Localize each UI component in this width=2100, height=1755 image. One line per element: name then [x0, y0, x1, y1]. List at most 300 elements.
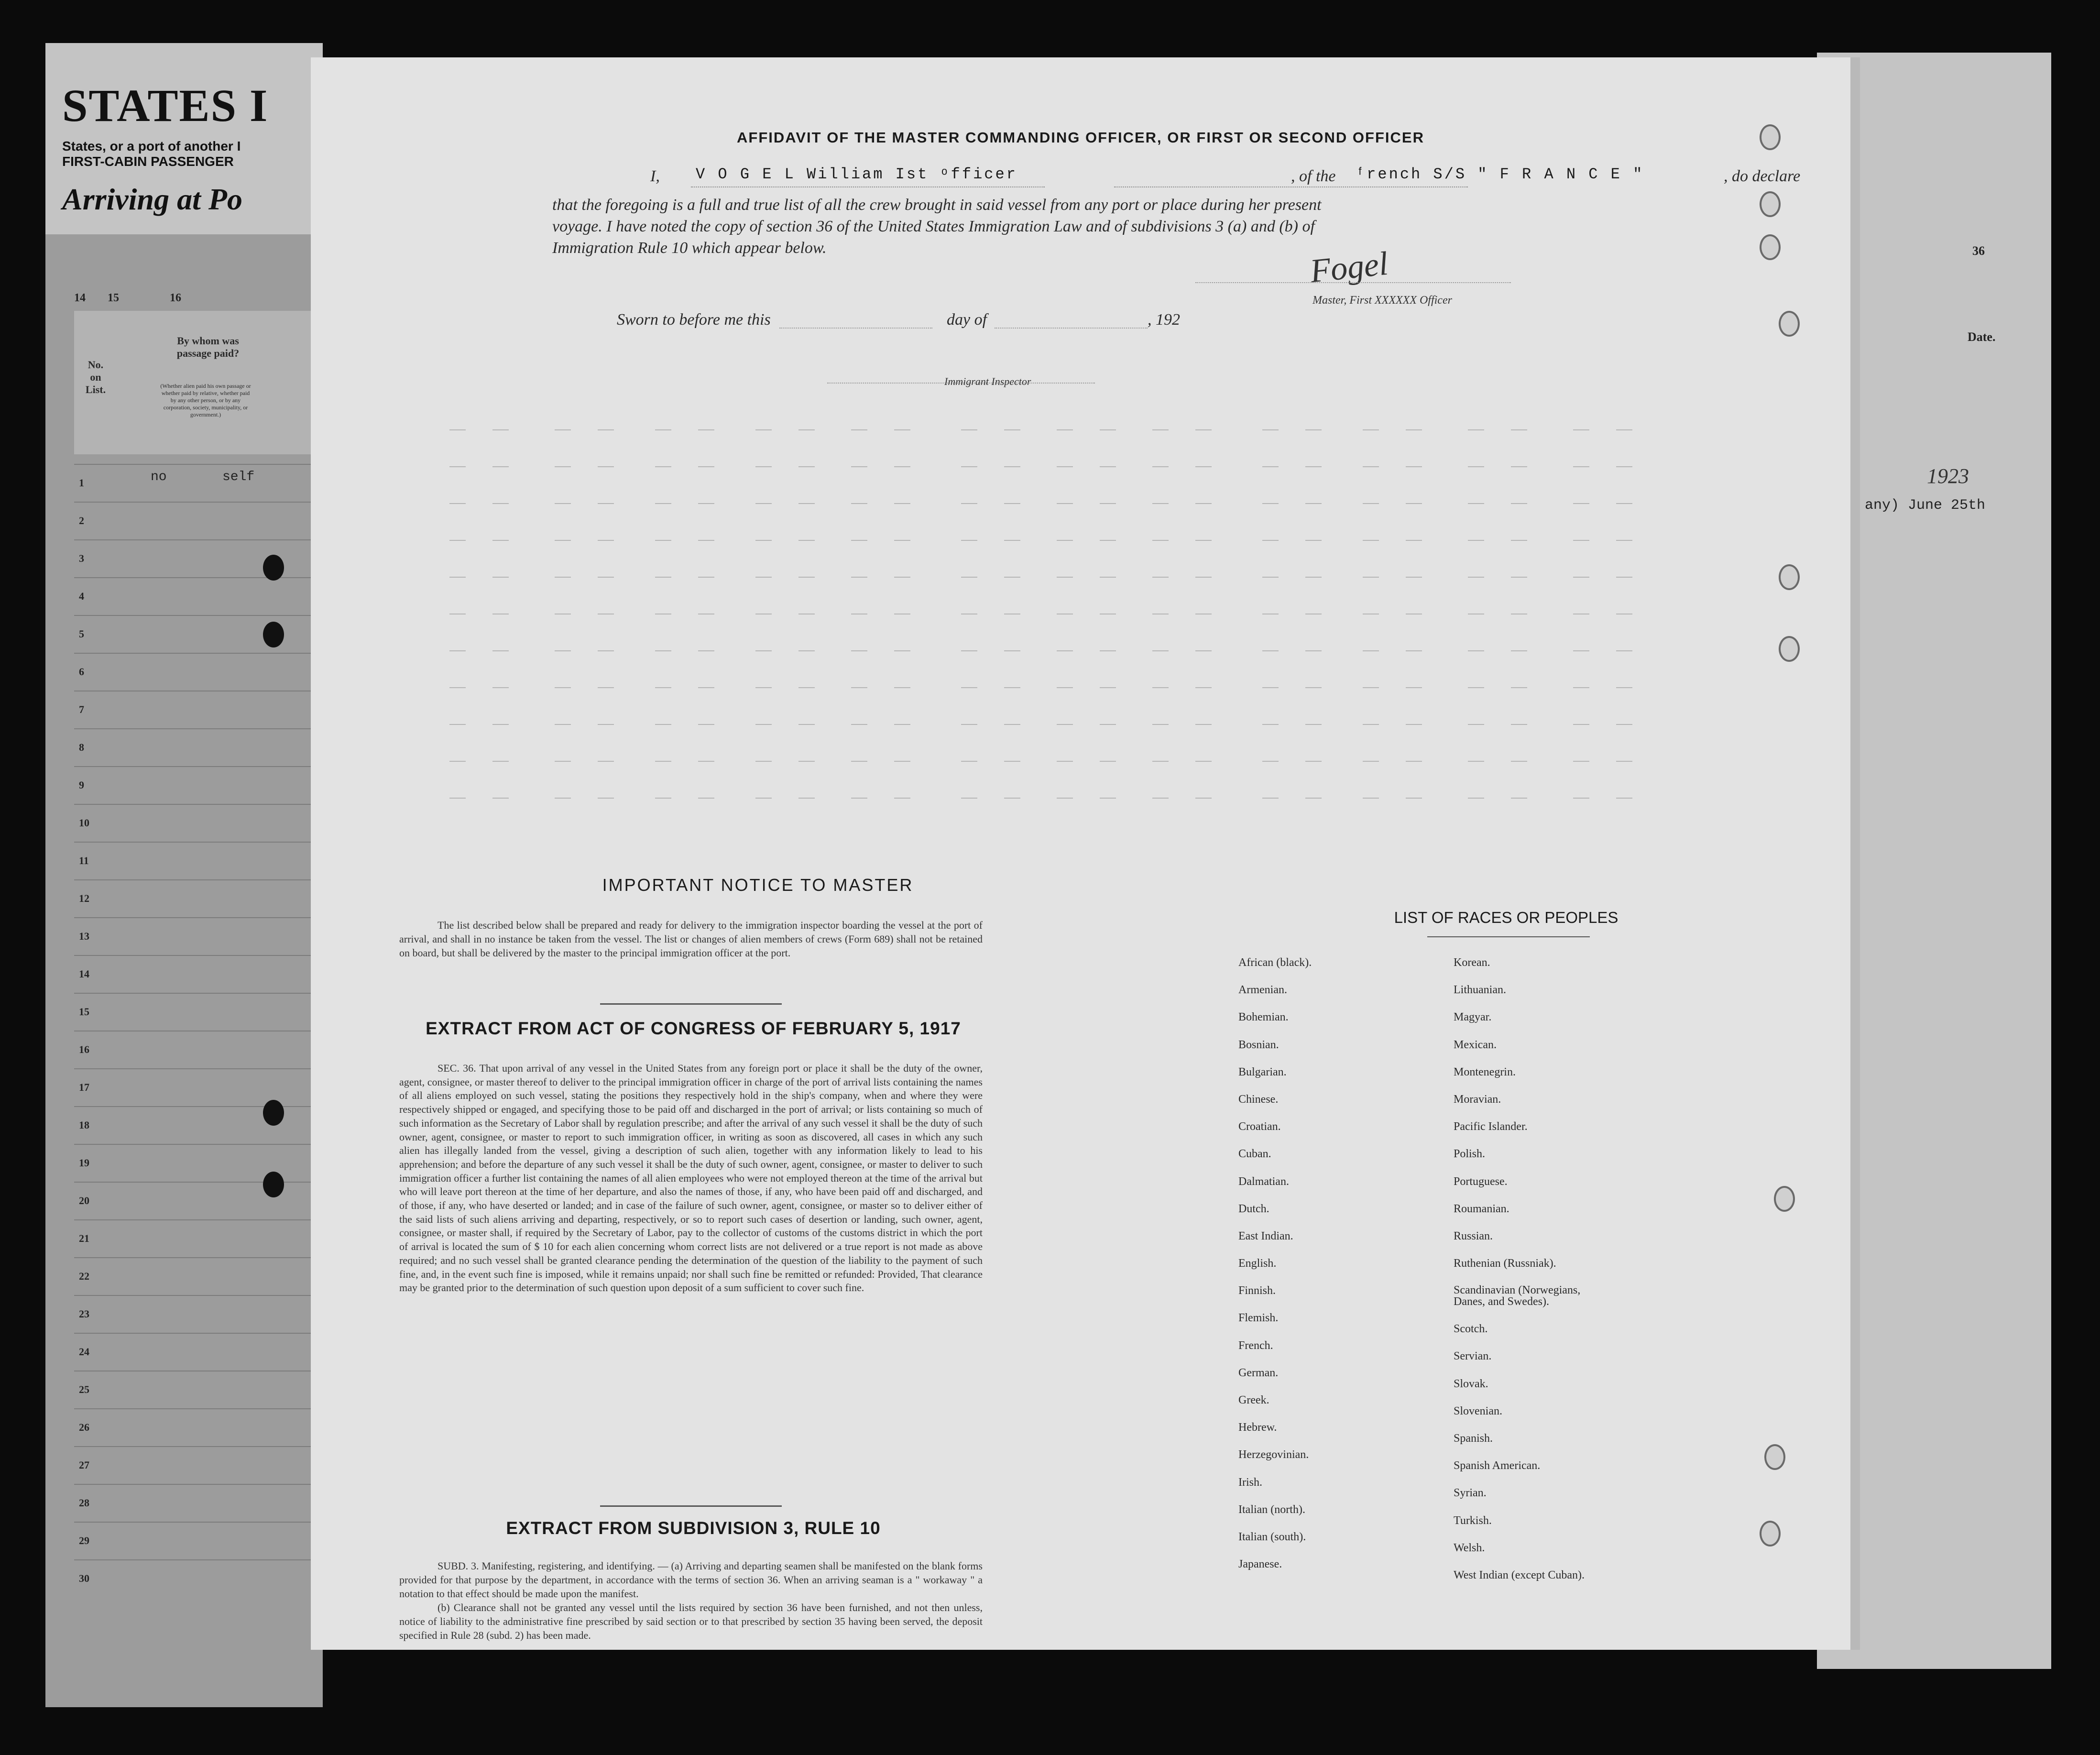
dash-mark — [1363, 503, 1379, 504]
dash-mark — [755, 724, 772, 725]
dash-mark — [1057, 650, 1073, 651]
dash-mark — [655, 650, 671, 651]
dash-mark — [1511, 466, 1527, 467]
affidavit-line-3: voyage. I have noted the copy of section 36 of the United States Immigration Law and of subdivisions 3 (a) and (b) of — [552, 218, 1315, 235]
dash-mark — [1195, 724, 1212, 725]
dash-mark — [1573, 761, 1589, 762]
header-by-whom-note: (Whether alien paid his own passage or whether paid by relative, whether paid by any other person, or by any corporation, society, municipality, or government.) — [160, 383, 251, 418]
dash-mark — [698, 687, 714, 688]
dash-mark — [449, 466, 466, 467]
dash-mark — [798, 429, 815, 430]
dash-mark — [1616, 577, 1632, 578]
race-item: Syrian. — [1454, 1487, 1487, 1500]
left-sheet-header — [45, 43, 323, 234]
dash-mark — [1100, 577, 1116, 578]
dash-mark — [698, 540, 714, 541]
dash-mark — [1511, 687, 1527, 688]
dash-mark — [1100, 503, 1116, 504]
row-number: 2 — [79, 515, 84, 526]
race-item: Finnish. — [1238, 1284, 1276, 1297]
dash-mark — [598, 577, 614, 578]
row-number: 15 — [79, 1006, 89, 1018]
dash-mark — [755, 503, 772, 504]
crew-manifest-page — [311, 57, 1850, 1650]
dash-mark — [655, 687, 671, 688]
punch-hole — [1760, 234, 1781, 260]
dash-mark — [1406, 503, 1422, 504]
table-row — [74, 1522, 323, 1559]
dash-mark — [1004, 429, 1020, 430]
race-item: Portuguese. — [1454, 1175, 1508, 1188]
dash-mark — [755, 540, 772, 541]
race-item: Bulgarian. — [1238, 1065, 1287, 1078]
punch-hole — [1764, 1444, 1785, 1470]
dash-mark — [1511, 429, 1527, 430]
dash-mark — [449, 503, 466, 504]
dash-mark — [1573, 503, 1589, 504]
row-number: 9 — [79, 779, 84, 791]
race-item: Dalmatian. — [1238, 1175, 1289, 1188]
table-row — [74, 1408, 323, 1446]
row-number: 27 — [79, 1459, 89, 1471]
race-item: Bosnian. — [1238, 1038, 1279, 1051]
dash-mark — [492, 466, 509, 467]
dash-mark — [492, 503, 509, 504]
dash-mark — [1363, 577, 1379, 578]
race-item: African (black). — [1238, 956, 1312, 969]
dash-mark — [1057, 577, 1073, 578]
dash-mark — [698, 466, 714, 467]
dash-mark — [1573, 429, 1589, 430]
dash-mark — [961, 798, 977, 799]
dash-mark — [1152, 577, 1169, 578]
dash-mark — [1616, 503, 1632, 504]
dash-mark — [755, 798, 772, 799]
dash-mark — [798, 503, 815, 504]
dash-mark — [492, 724, 509, 725]
row-number: 16 — [79, 1043, 89, 1055]
row-value-final-destination: no — [151, 470, 167, 484]
dash-mark — [851, 503, 867, 504]
extract-subdivision-paragraph-a: SUBD. 3. Manifesting, registering, and identifying. — (a) Arriving and departing seamen shall be manifested on the blank forms provided for that purpose by the department, in accordance with the terms of section 36. When an arriving seaman is a " workaway " a notation to that effect should be made upon the manifest. — [399, 1560, 983, 1600]
table-row — [74, 1031, 323, 1068]
race-item: Scandinavian (Norwegians, Danes, and Swedes). — [1454, 1284, 1581, 1308]
dash-mark — [1468, 724, 1484, 725]
dash-mark — [1004, 687, 1020, 688]
row-number: 7 — [79, 703, 84, 715]
race-item: Spanish American. — [1454, 1459, 1541, 1472]
dash-mark — [1468, 798, 1484, 799]
dash-mark — [598, 724, 614, 725]
dash-mark — [1468, 540, 1484, 541]
day-of-label: day of — [947, 311, 987, 329]
extract-act-title: EXTRACT FROM ACT OF CONGRESS OF FEBRUARY 5, 1917 — [426, 1019, 961, 1038]
dash-mark — [598, 687, 614, 688]
dash-mark — [1057, 798, 1073, 799]
empty-row — [311, 522, 1850, 559]
table-row — [74, 653, 323, 691]
table-row — [74, 1295, 323, 1333]
header-by-whom-paid: By whom was passage paid? — [176, 335, 240, 359]
empty-row — [311, 595, 1850, 632]
dash-mark — [492, 761, 509, 762]
race-item: Pacific Islander. — [1454, 1120, 1528, 1133]
dash-mark — [798, 687, 815, 688]
dash-mark — [655, 466, 671, 467]
dash-mark — [1468, 429, 1484, 430]
table-row — [74, 1484, 323, 1522]
dash-mark — [1363, 798, 1379, 799]
dash-mark — [555, 724, 571, 725]
row-number: 25 — [79, 1383, 89, 1395]
dash-mark — [1100, 650, 1116, 651]
dash-mark — [1262, 540, 1279, 541]
dash-mark — [1616, 540, 1632, 541]
dash-mark — [961, 687, 977, 688]
empty-row — [311, 632, 1850, 669]
table-row — [74, 1219, 323, 1257]
left-sheet-subtitle-2: FIRST-CABIN PASSENGER — [62, 154, 234, 169]
dash-mark — [1262, 724, 1279, 725]
dash-mark — [1305, 724, 1322, 725]
dash-mark — [1057, 540, 1073, 541]
dash-mark — [555, 540, 571, 541]
dash-mark — [1406, 798, 1422, 799]
affidavit-i-label: I, — [650, 167, 660, 185]
punch-hole — [1760, 191, 1781, 217]
row-number: 4 — [79, 590, 84, 602]
race-item: Greek. — [1238, 1394, 1269, 1406]
table-row — [74, 728, 323, 766]
signature-rule — [1195, 282, 1511, 283]
dash-mark — [1305, 429, 1322, 430]
row-number: 8 — [79, 741, 84, 753]
dash-mark — [1100, 761, 1116, 762]
dash-mark — [1057, 724, 1073, 725]
dash-mark — [851, 761, 867, 762]
race-item: Montenegrin. — [1454, 1065, 1516, 1078]
dash-mark — [1363, 466, 1379, 467]
dash-mark — [449, 429, 466, 430]
dash-mark — [961, 466, 977, 467]
row-number: 10 — [79, 817, 89, 829]
dash-mark — [449, 761, 466, 762]
dash-mark — [851, 577, 867, 578]
dash-mark — [961, 650, 977, 651]
row-number: 17 — [79, 1081, 89, 1093]
dash-mark — [1195, 798, 1212, 799]
dash-mark — [449, 650, 466, 651]
dash-mark — [1152, 761, 1169, 762]
dash-mark — [1511, 577, 1527, 578]
race-item: Slovenian. — [1454, 1404, 1502, 1417]
race-item: Roumanian. — [1454, 1202, 1509, 1215]
dash-mark — [1305, 466, 1322, 467]
dash-mark — [698, 429, 714, 430]
dash-mark — [1152, 724, 1169, 725]
table-row — [74, 1371, 323, 1408]
dash-mark — [1100, 798, 1116, 799]
dash-mark — [655, 429, 671, 430]
dash-mark — [1573, 540, 1589, 541]
table-row — [74, 955, 323, 993]
row-number: 26 — [79, 1421, 89, 1433]
dash-mark — [1195, 540, 1212, 541]
race-item: Magyar. — [1454, 1011, 1492, 1024]
dash-mark — [655, 761, 671, 762]
dash-mark — [1057, 466, 1073, 467]
dash-mark — [1152, 687, 1169, 688]
dash-mark — [961, 761, 977, 762]
dash-mark — [698, 503, 714, 504]
race-item: Korean. — [1454, 956, 1490, 969]
dash-mark — [1195, 761, 1212, 762]
column-number: 15 — [108, 292, 119, 304]
dash-mark — [1004, 761, 1020, 762]
race-item: Moravian. — [1454, 1093, 1501, 1106]
race-item: Mexican. — [1454, 1038, 1497, 1051]
empty-crew-rows — [311, 411, 1850, 816]
dash-mark — [1004, 503, 1020, 504]
dash-mark — [555, 429, 571, 430]
dash-mark — [492, 577, 509, 578]
race-item: East Indian. — [1238, 1229, 1293, 1242]
dash-mark — [555, 577, 571, 578]
dash-mark — [1004, 650, 1020, 651]
dash-mark — [1406, 429, 1422, 430]
dash-mark — [961, 540, 977, 541]
dash-mark — [1262, 429, 1279, 430]
table-row — [74, 1106, 323, 1144]
dash-mark — [894, 466, 910, 467]
empty-row — [311, 448, 1850, 485]
race-item: Chinese. — [1238, 1093, 1279, 1106]
dash-mark — [851, 724, 867, 725]
dash-mark — [698, 724, 714, 725]
dash-mark — [894, 650, 910, 651]
dash-mark — [1152, 503, 1169, 504]
empty-row — [311, 559, 1850, 595]
dash-mark — [1573, 724, 1589, 725]
page-edge — [1850, 57, 1860, 1650]
punch-hole — [1774, 1186, 1795, 1212]
dash-mark — [1616, 466, 1632, 467]
dash-mark — [1195, 577, 1212, 578]
race-item: English. — [1238, 1257, 1277, 1270]
race-item: Turkish. — [1454, 1514, 1492, 1527]
dash-mark — [698, 798, 714, 799]
dash-mark — [555, 687, 571, 688]
race-item: Scotch. — [1454, 1323, 1488, 1336]
dash-mark — [1616, 798, 1632, 799]
dash-mark — [449, 540, 466, 541]
dash-mark — [1406, 540, 1422, 541]
table-row — [74, 1068, 323, 1106]
punch-hole — [1779, 311, 1800, 337]
races-column-right — [1454, 956, 1597, 1596]
dash-mark — [655, 577, 671, 578]
dash-mark — [492, 687, 509, 688]
race-item: Italian (south). — [1238, 1530, 1306, 1543]
dash-mark — [961, 503, 977, 504]
dash-mark — [961, 429, 977, 430]
affidavit-do-declare-label: , do declare — [1724, 167, 1801, 185]
empty-row — [311, 706, 1850, 743]
row-number: 21 — [79, 1232, 89, 1244]
dash-mark — [449, 577, 466, 578]
dash-mark — [598, 761, 614, 762]
empty-row — [311, 779, 1850, 816]
header-no-on-list: No. on List. — [85, 359, 106, 395]
dash-mark — [449, 798, 466, 799]
race-item: West Indian (except Cuban). — [1454, 1569, 1585, 1581]
race-item: Japanese. — [1238, 1558, 1282, 1571]
race-item: Ruthenian (Russniak). — [1454, 1257, 1556, 1270]
dash-mark — [1057, 503, 1073, 504]
dash-mark — [851, 466, 867, 467]
dash-mark — [598, 650, 614, 651]
dash-mark — [1057, 429, 1073, 430]
row-number: 20 — [79, 1195, 89, 1207]
race-item: German. — [1238, 1366, 1279, 1379]
dash-mark — [1363, 724, 1379, 725]
dash-mark — [1468, 466, 1484, 467]
dash-mark — [894, 761, 910, 762]
dash-mark — [851, 650, 867, 651]
table-row — [74, 1144, 323, 1182]
dash-mark — [555, 798, 571, 799]
right-year-entry: 1923 — [1927, 464, 1969, 488]
dash-mark — [1195, 503, 1212, 504]
dash-mark — [1573, 466, 1589, 467]
dash-mark — [1004, 724, 1020, 725]
races-title-rule — [1427, 936, 1590, 937]
dash-mark — [755, 577, 772, 578]
sworn-month-rule — [995, 328, 1148, 329]
dash-mark — [555, 650, 571, 651]
officer-signature: Fogel — [1308, 245, 1390, 290]
table-row — [74, 1333, 323, 1371]
left-sheet-rows — [74, 464, 323, 1597]
dash-mark — [1511, 724, 1527, 725]
dash-mark — [1363, 540, 1379, 541]
row-number: 13 — [79, 930, 89, 942]
dash-mark — [1573, 650, 1589, 651]
race-item: Polish. — [1454, 1148, 1486, 1161]
table-row — [74, 1182, 323, 1219]
row-number: 14 — [79, 968, 89, 980]
dash-mark — [1262, 798, 1279, 799]
dash-mark — [1305, 650, 1322, 651]
punch-hole — [263, 1172, 284, 1197]
dash-mark — [798, 798, 815, 799]
table-row — [74, 993, 323, 1031]
row-number: 5 — [79, 628, 84, 640]
dash-mark — [555, 503, 571, 504]
race-item: Slovak. — [1454, 1377, 1488, 1390]
dash-mark — [1406, 687, 1422, 688]
dash-mark — [1468, 761, 1484, 762]
row-number: 23 — [79, 1308, 89, 1320]
dash-mark — [1100, 724, 1116, 725]
dash-mark — [555, 761, 571, 762]
signature-caption: Master, First XXXXXX Officer — [1312, 294, 1452, 307]
table-row — [74, 766, 323, 804]
dash-mark — [655, 724, 671, 725]
table-row — [74, 502, 323, 539]
dash-mark — [798, 724, 815, 725]
dash-mark — [1616, 650, 1632, 651]
dash-mark — [1511, 761, 1527, 762]
dash-mark — [1616, 761, 1632, 762]
row-number: 6 — [79, 666, 84, 678]
dash-mark — [1100, 687, 1116, 688]
extract-subdivision-body — [399, 1559, 983, 1642]
row-number: 28 — [79, 1497, 89, 1509]
extract-subdivision-paragraph-b: (b) Clearance shall not be granted any vessel until the lists required by section 36 have been furnished, and not then unless, notice of liability to the administrative fine prescribed by said section or to that prescribed by section 35 having been served, the deposit specified in Rule 28 (subd. 2) has been made. — [399, 1601, 983, 1641]
dash-mark — [1616, 687, 1632, 688]
races-column-left — [1238, 956, 1312, 1585]
dash-mark — [894, 429, 910, 430]
row-number: 19 — [79, 1157, 89, 1169]
race-item: Spanish. — [1454, 1432, 1493, 1445]
row-number: 29 — [79, 1535, 89, 1547]
vessel-name-underline — [1114, 186, 1468, 187]
dash-mark — [449, 724, 466, 725]
table-row — [74, 1257, 323, 1295]
dash-mark — [1152, 798, 1169, 799]
race-item: Hebrew. — [1238, 1421, 1277, 1434]
race-item: Armenian. — [1238, 984, 1287, 997]
row-number: 24 — [79, 1346, 89, 1358]
table-row — [74, 842, 323, 879]
dash-mark — [755, 650, 772, 651]
dash-mark — [698, 577, 714, 578]
punch-hole — [263, 622, 284, 647]
dash-mark — [1573, 687, 1589, 688]
table-row — [74, 804, 323, 842]
dash-mark — [894, 503, 910, 504]
row-number: 22 — [79, 1270, 89, 1282]
row-number: 3 — [79, 552, 84, 564]
affidavit-line-2: that the foregoing is a full and true list of all the crew brought in said vessel from any port or place during her present — [552, 196, 1322, 214]
dash-mark — [1057, 687, 1073, 688]
dash-mark — [655, 540, 671, 541]
dash-mark — [598, 466, 614, 467]
dash-mark — [1100, 429, 1116, 430]
race-item: Croatian. — [1238, 1120, 1281, 1133]
table-row — [74, 1446, 323, 1484]
dash-mark — [1573, 577, 1589, 578]
left-sheet-subtitle-1: States, or a port of another I — [62, 139, 241, 154]
dash-mark — [798, 466, 815, 467]
dash-mark — [1511, 650, 1527, 651]
dash-mark — [1305, 687, 1322, 688]
vessel-name-field: ᶠrench S/S " F R A N C E " — [1356, 165, 1644, 183]
dash-mark — [894, 724, 910, 725]
left-sheet-arriving-heading: Arriving at Po — [62, 182, 242, 216]
dash-mark — [1195, 466, 1212, 467]
dash-mark — [755, 466, 772, 467]
dash-mark — [1363, 429, 1379, 430]
dash-mark — [755, 761, 772, 762]
dash-mark — [755, 429, 772, 430]
race-item: Dutch. — [1238, 1202, 1269, 1215]
dash-mark — [755, 687, 772, 688]
race-item: Bohemian. — [1238, 1011, 1289, 1024]
table-row — [74, 615, 323, 653]
officer-name-underline — [691, 186, 1045, 187]
